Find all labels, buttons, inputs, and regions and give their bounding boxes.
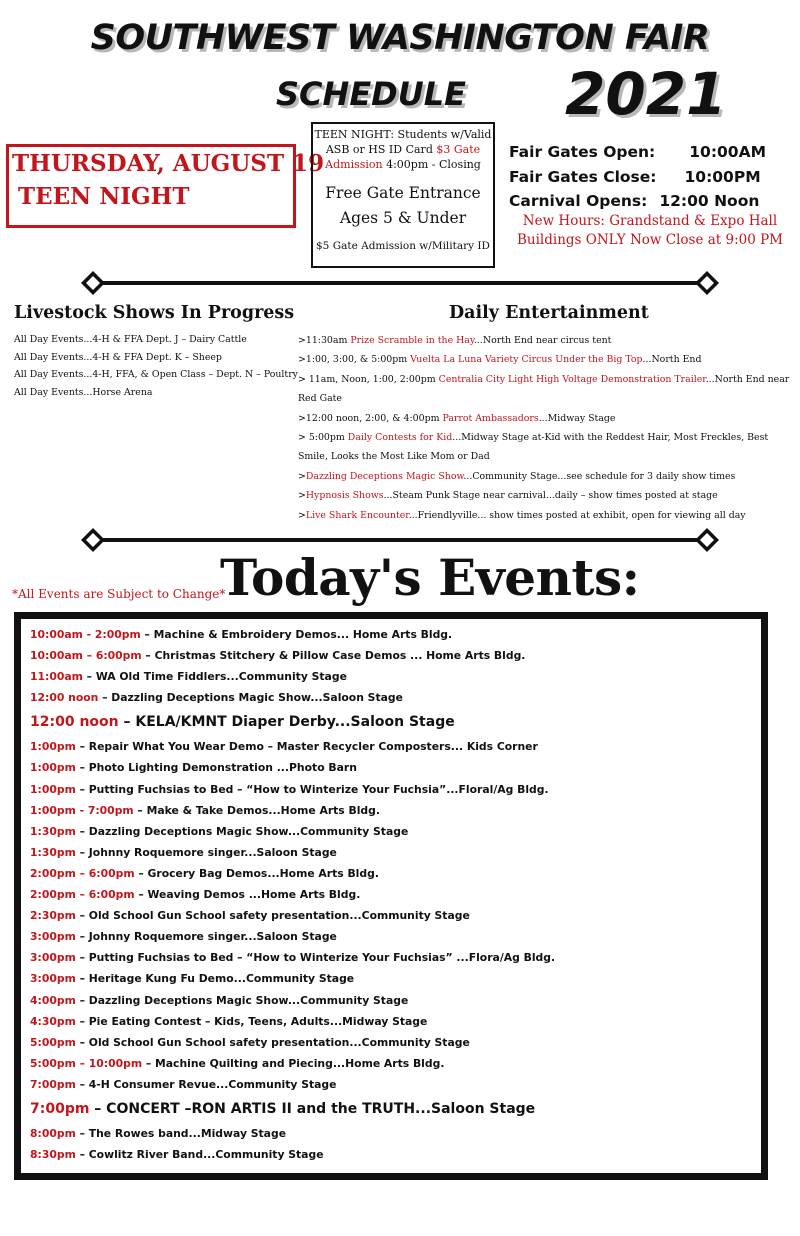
event-description: – Grocery Bag Demos...Home Arts Bldg. (134, 866, 379, 880)
divider-top (80, 270, 720, 296)
teen-night-price: $3 Gate Admission (325, 143, 481, 171)
event-time: 1:00pm - 7:00pm (30, 803, 134, 817)
schedule-title: SCHEDULE (276, 75, 466, 113)
event-description: – Putting Fuchsias to Bed – “How to Winterize Your Fuchsias” ...Flora/Ag Bldg. (75, 951, 556, 965)
subject-to-change-note: *All Events are Subject to Change* (12, 587, 226, 601)
event-time: 3:00pm (30, 972, 76, 986)
event-time: 4:30pm (30, 1014, 76, 1028)
event-row (30, 821, 760, 842)
list-item: All Day Events...Horse Arena (14, 386, 153, 398)
event-time: 4:00pm (30, 993, 76, 1007)
event-description: – Christmas Stitchery & Pillow Case Demos ... Home Arts Bldg. (141, 649, 526, 663)
event-time: 12:00 noon (30, 714, 119, 731)
free-entrance: Free Gate Entrance Ages 5 & Under (325, 184, 481, 227)
event-row (30, 645, 760, 666)
carnival-row (509, 192, 759, 210)
event-row (30, 842, 760, 863)
event-time: 3:00pm (30, 930, 76, 944)
event-time: 1:00pm (30, 761, 76, 775)
event-time: 1:30pm (30, 824, 76, 838)
event-time: 2:00pm – 6:00pm (30, 866, 135, 880)
event-description: – WA Old Time Fiddlers...Community Stage (82, 670, 347, 684)
event-row (30, 1123, 760, 1144)
event-row (30, 947, 760, 968)
teen-night-box (311, 122, 495, 268)
event-time: 11:00am (30, 670, 83, 684)
event-row (30, 1032, 760, 1053)
event-description: – Pie Eating Contest – Kids, Teens, Adults...Midway Stage (75, 1014, 428, 1028)
list-item: >11:30am Prize Scramble in the Hay...North End near circus tent (298, 335, 612, 346)
event-description: – Machine & Embroidery Demos... Home Arts Bldg. (140, 628, 453, 641)
event-time: 7:00pm (30, 1100, 90, 1117)
event-description: – Photo Lighting Demonstration ...Photo Barn (75, 761, 357, 775)
event-description: – CONCERT –RON ARTIS II and the TRUTH...Saloon Stage (89, 1100, 536, 1117)
event-description: – Repair What You Wear Demo – Master Recycler Composters... Kids Corner (75, 740, 538, 754)
livestock-heading: Livestock Shows In Progress (14, 303, 295, 323)
event-time: 8:00pm (30, 1126, 76, 1140)
event-time: 5:00pm – 10:00pm (30, 1056, 143, 1070)
teen-night-time: 4:00pm - Closing (382, 158, 481, 171)
event-time: 2:30pm (30, 909, 76, 923)
day-theme: TEEN NIGHT (18, 183, 190, 210)
year-title: 2021 (565, 60, 727, 128)
event-row (30, 687, 760, 708)
list-item: >Dazzling Deceptions Magic Show...Community Stage...see schedule for 3 daily show times (298, 470, 736, 482)
event-description: – Putting Fuchsias to Bed – “How to Winterize Your Fuchsia”...Floral/Ag Bldg. (75, 782, 549, 796)
event-description: – Dazzling Deceptions Magic Show...Saloon Stage (98, 691, 403, 705)
event-row (30, 1144, 760, 1165)
event-row (30, 968, 760, 989)
list-item: All Day Events...4-H & FFA Dept. K – Sheep (14, 351, 222, 363)
carnival-time: 12:00 Noon (659, 192, 760, 210)
event-description: – Weaving Demos ...Home Arts Bldg. (134, 888, 361, 902)
event-time: 10:00am – 6:00pm (30, 649, 142, 663)
event-description: – 4-H Consumer Revue...Community Stage (75, 1077, 337, 1091)
event-row (30, 779, 760, 800)
day-date: THURSDAY, AUGUST 19 (12, 150, 325, 177)
event-time: 8:30pm (30, 1148, 76, 1162)
gates-close-time: 10:00PM (684, 168, 761, 186)
military-admission: $5 Gate Admission w/Military ID (316, 240, 490, 252)
event-description: – Heritage Kung Fu Demo...Community Stage (75, 972, 355, 986)
event-time: 1:00pm (30, 782, 76, 796)
event-description: – Cowlitz River Band...Community Stage (75, 1148, 324, 1162)
gates-close-label: Fair Gates Close: (509, 168, 657, 186)
list-item: > 5:00pm Daily Contests for Kid...Midway Stage at-Kid with the Reddest Hair, Most Freckles, Best Smile, Looks the Most Like Mom or Dad (298, 432, 769, 463)
event-description: – Dazzling Deceptions Magic Show...Community Stage (75, 993, 409, 1007)
gates-open-row (509, 143, 766, 161)
event-time: 1:30pm (30, 845, 76, 859)
gates-close-row (509, 168, 761, 186)
event-description: – Old School Gun School safety presentation...Community Stage (75, 1035, 470, 1049)
event-time: 12:00 noon (30, 691, 99, 705)
event-description: – Johnny Roquemore singer...Saloon Stage (75, 845, 337, 859)
event-time: 1:00pm (30, 740, 76, 754)
event-description: – Dazzling Deceptions Magic Show...Community Stage (75, 824, 409, 838)
event-description: – Old School Gun School safety presentation...Community Stage (75, 909, 470, 923)
event-description: – Johnny Roquemore singer...Saloon Stage (75, 930, 337, 944)
event-description: – Machine Quilting and Piecing...Home Arts Bldg. (142, 1056, 445, 1070)
event-row (30, 1053, 760, 1074)
event-time: 7:00pm (30, 1077, 76, 1091)
event-row (30, 863, 760, 884)
event-row (30, 884, 760, 905)
list-item: All Day Events...4-H & FFA Dept. J – Dairy Cattle (14, 334, 247, 345)
list-item: >12:00 noon, 2:00, & 4:00pm Parrot Ambassadors...Midway Stage (298, 412, 616, 424)
list-item: >Hypnosis Shows...Steam Punk Stage near carnival...daily – show times posted at stage (298, 490, 718, 502)
event-description: – The Rowes band...Midway Stage (75, 1126, 287, 1140)
event-time: 5:00pm (30, 1035, 76, 1049)
event-row (30, 905, 760, 926)
event-row (30, 708, 760, 736)
entertainment-list (298, 331, 798, 525)
event-row (30, 736, 760, 757)
event-row (30, 757, 760, 778)
list-item: All Day Events...4-H, FFA, & Open Class – Dept. N – Poultry (14, 369, 298, 381)
todays-events-heading: Today's Events: (220, 548, 640, 607)
list-item: >Live Shark Encounter...Friendlyville... show times posted at exhibit, open for viewing all day (298, 509, 746, 521)
list-item: > 11am, Noon, 1:00, 2:00pm Centralia City Light High Voltage Demonstration Trailer...North End near Red Gate (298, 373, 790, 405)
carnival-label: Carnival Opens: (509, 192, 648, 210)
event-time: 2:00pm – 6:00pm (30, 888, 135, 902)
event-description: – KELA/KMNT Diaper Derby...Saloon Stage (118, 714, 455, 731)
event-row (30, 1095, 760, 1123)
fair-title: SOUTHWEST WASHINGTON FAIR (90, 18, 710, 58)
event-row (30, 926, 760, 947)
events-list (30, 624, 760, 1165)
gates-open-time: 10:00AM (689, 143, 767, 161)
event-row (30, 666, 760, 687)
event-time: 3:00pm (30, 951, 76, 965)
event-row (30, 1074, 760, 1095)
event-description: – Make & Take Demos...Home Arts Bldg. (133, 803, 380, 817)
event-row (30, 990, 760, 1011)
livestock-list (14, 331, 298, 401)
event-row (30, 1011, 760, 1032)
gates-open-label: Fair Gates Open: (509, 143, 656, 161)
new-hours-notice: New Hours: Grandstand & Expo Hall Buildings ONLY Now Close at 9:00 PM (517, 213, 783, 248)
entertainment-heading: Daily Entertainment (449, 303, 649, 323)
event-time: 10:00am - 2:00pm (30, 628, 141, 641)
list-item: >1:00, 3:00, & 5:00pm Vuelta La Luna Variety Circus Under the Big Top...North End (298, 354, 702, 366)
event-row (30, 624, 760, 645)
event-row (30, 800, 760, 821)
teen-night-text: TEEN NIGHT: Students w/Valid ASB or HS ID Card (314, 128, 492, 156)
